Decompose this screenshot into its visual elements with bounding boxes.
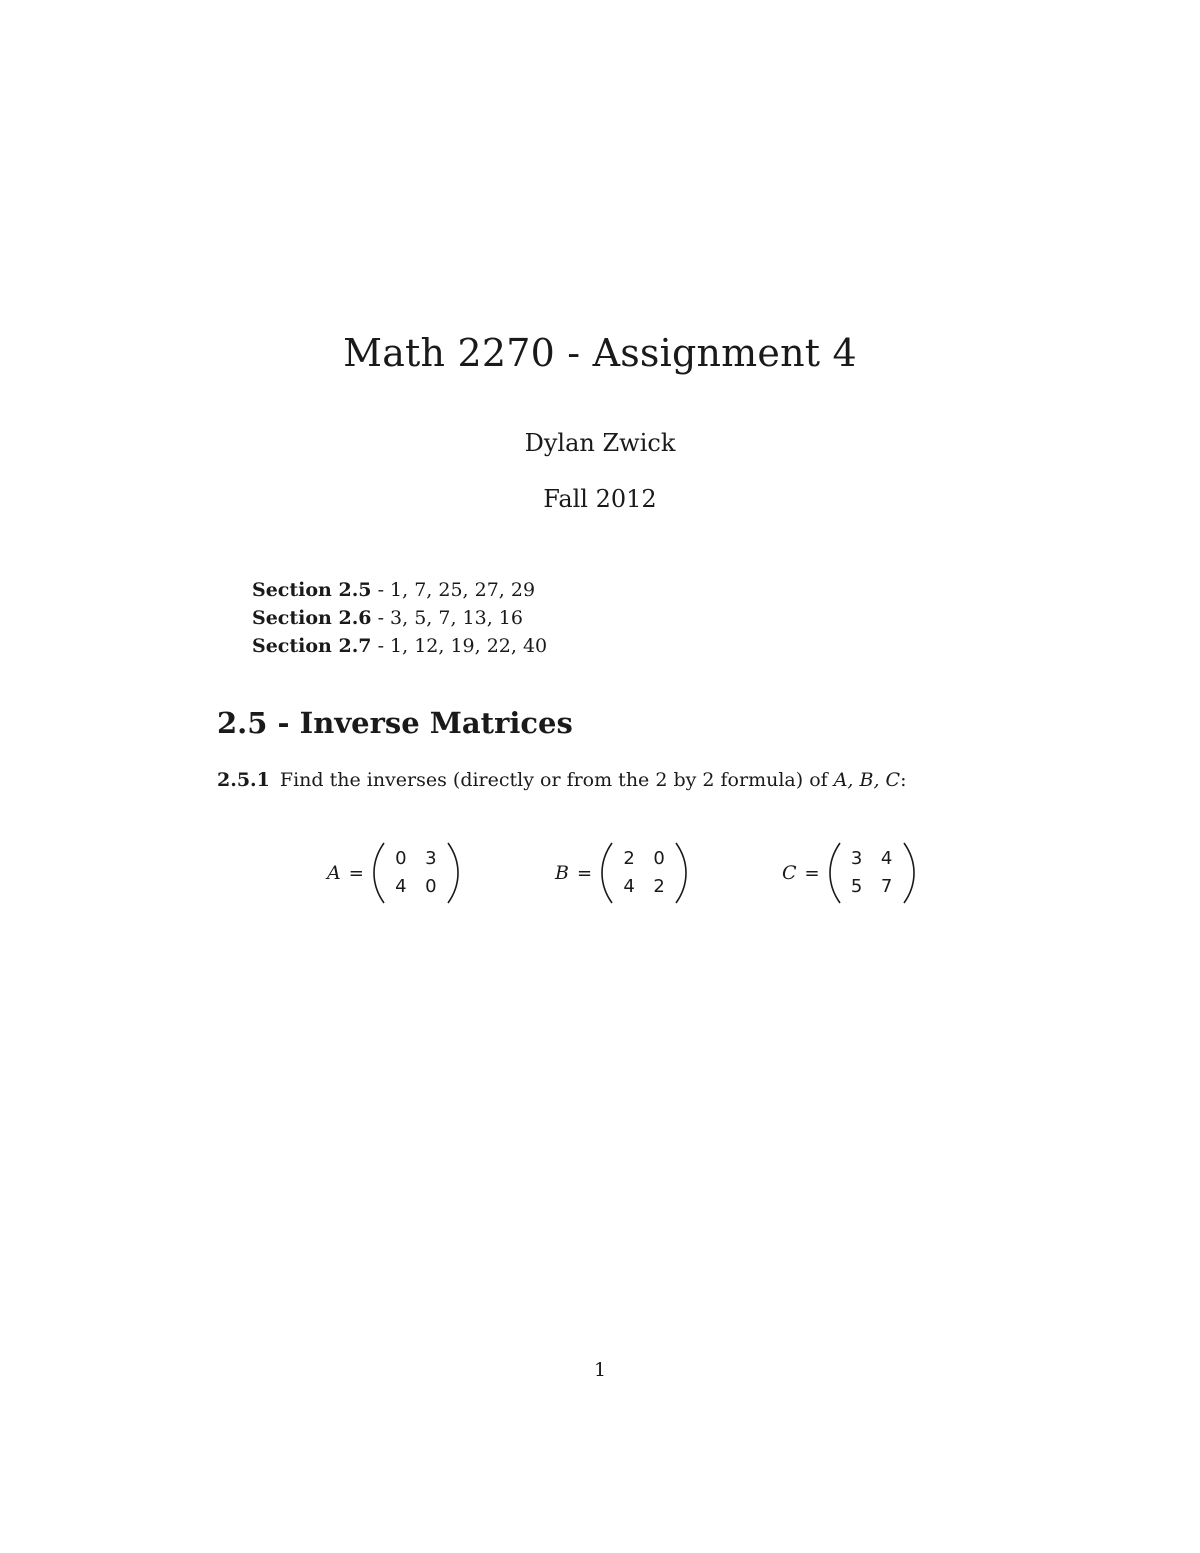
- section-row: [252, 576, 547, 604]
- matrix-a: [327, 838, 460, 908]
- document-date: Fall 2012: [543, 485, 657, 513]
- section-problems: - 3, 5, 7, 13, 16: [371, 607, 523, 629]
- section-label: Section 2.7: [252, 635, 372, 657]
- right-paren-icon: [674, 841, 688, 905]
- matrix-cell: 7: [880, 876, 893, 897]
- matrix-grid: [614, 845, 674, 901]
- section-list: [252, 576, 547, 660]
- matrix-cell: 4: [880, 848, 893, 869]
- matrix-row: [0, 838, 1200, 908]
- problem-statement: [217, 766, 907, 794]
- matrix-cell: 3: [425, 848, 437, 869]
- matrix-cell: 3: [850, 848, 863, 869]
- matrix-cell: 4: [623, 876, 635, 897]
- problem-end: :: [900, 769, 907, 791]
- right-paren-icon: [902, 841, 916, 905]
- section-problems: - 1, 12, 19, 22, 40: [371, 635, 548, 657]
- matrix-cell: 2: [653, 876, 665, 897]
- matrix-grid: [386, 845, 446, 901]
- matrix-cell: 5: [850, 876, 863, 897]
- section-row: [252, 604, 547, 632]
- section-heading: 2.5 - Inverse Matrices: [217, 706, 573, 740]
- matrix-grid: [842, 845, 902, 901]
- matrix-cell: 0: [425, 876, 437, 897]
- equals-sign: =: [576, 862, 593, 884]
- matrix-b: [555, 838, 688, 908]
- equals-sign: =: [804, 862, 820, 884]
- section-label: Section 2.6: [252, 607, 372, 629]
- problem-number: 2.5.1: [217, 769, 270, 791]
- matrix-cell: 2: [623, 848, 635, 869]
- matrix-name: C: [782, 862, 797, 884]
- page-number: 1: [593, 1359, 607, 1381]
- right-paren-icon: [446, 841, 460, 905]
- matrix-cell: 0: [395, 848, 407, 869]
- left-paren-icon: [828, 841, 842, 905]
- document-title: Math 2270 - Assignment 4: [343, 331, 857, 375]
- section-label: Section 2.5: [252, 579, 372, 601]
- section-problems: - 1, 7, 25, 27, 29: [371, 579, 536, 601]
- problem-text: Find the inverses (directly or from the 2 by 2 formula) of: [279, 769, 834, 791]
- document-author: Dylan Zwick: [524, 429, 676, 457]
- matrix-cell: 0: [653, 848, 665, 869]
- matrix-name: A: [327, 862, 341, 884]
- matrix-c: [782, 838, 916, 908]
- equals-sign: =: [348, 862, 364, 884]
- problem-vars: A, B, C: [833, 769, 901, 791]
- left-paren-icon: [372, 841, 386, 905]
- matrix-cell: 4: [395, 876, 407, 897]
- matrix-name: B: [555, 862, 569, 884]
- section-row: [252, 632, 547, 660]
- left-paren-icon: [600, 841, 614, 905]
